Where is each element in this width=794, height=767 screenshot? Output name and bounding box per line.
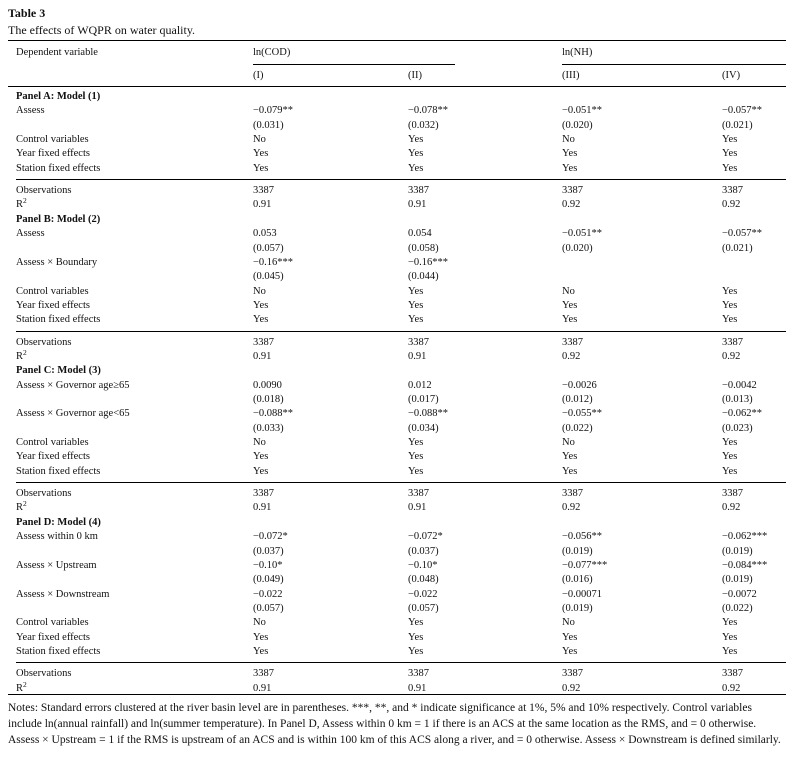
table-cell-value: 3387 [562,336,583,348]
r-squared-text: R [16,502,24,514]
table-cell-value: 0.91 [253,199,272,211]
row-label: Assess within 0 km [16,531,98,543]
table-cell-value: −0.077*** [562,559,608,571]
table-cell-value: Yes [408,645,424,657]
section-rule [16,331,786,332]
table-cell-value: Yes [722,617,738,629]
table-cell-value: 0.92 [562,682,581,694]
table-cell-value: 0.91 [408,350,427,362]
table-cell-value: −0.0042 [722,379,757,391]
table-cell-value: Yes [408,134,424,146]
panel-heading: Panel B: Model (2) [16,213,101,225]
r-squared-superscript: 2 [23,196,27,206]
panel-heading: Panel A: Model (1) [16,91,101,102]
header-col-2: (II) [408,70,422,81]
table-cell-value: Yes [408,437,424,449]
table-cell-value: 3387 [408,488,429,500]
table-cell-value: No [253,617,266,629]
table-cell-value: Yes [722,299,738,311]
header-col-3: (III) [562,70,580,81]
table-cell-value: Yes [722,465,738,477]
row-label: Assess × Upstream [16,559,97,571]
table-cell-value: 0.92 [722,502,741,514]
table-cell-std-error: (0.017) [408,394,439,405]
table-cell-std-error: (0.037) [253,545,284,557]
table-cell-value: 0.053 [253,228,277,240]
table-cell-value: 0.91 [253,350,272,362]
section-rule [16,662,786,663]
table-cell-value: −0.057** [722,105,763,117]
table-cell-value: 3387 [408,336,429,348]
table-title: The effects of WQPR on water quality. [8,23,196,37]
table-cell-value: 3387 [562,668,583,680]
table-cell-value: Yes [722,437,738,449]
table-cell-std-error: (0.032) [408,119,439,131]
top-rule [8,40,786,41]
table-cell-value: −0.062*** [722,531,768,543]
table-cell-std-error: (0.048) [408,574,439,586]
table-cell-value: Yes [562,645,578,657]
table-cell-std-error: (0.058) [408,242,439,254]
table-cell-value: Yes [408,314,424,326]
r-squared-text: R [16,682,24,694]
table-cell-value: No [562,134,575,146]
table-cell-value: 3387 [722,668,743,680]
table-cell-std-error: (0.031) [253,119,284,131]
table-cell-std-error: (0.020) [562,242,593,254]
table-cell-value: Yes [408,631,424,643]
panel-heading: Panel C: Model (3) [16,365,101,377]
table-cell-std-error: (0.016) [562,574,593,586]
table-cell-value: 3387 [253,668,274,680]
table-cell-std-error: (0.021) [722,242,753,254]
table-cell-value: 3387 [562,185,583,197]
r-squared-superscript: 2 [23,499,27,509]
table-cell-value: 3387 [253,488,274,500]
table-cell-std-error: (0.034) [408,422,439,434]
table-cell-value: 0.92 [562,199,581,211]
table-cell-value: −0.022 [408,588,438,600]
table-cell-value: −0.057** [722,228,763,240]
row-label: Observations [16,488,72,500]
table-notes: Notes: Standard errors clustered at the river basin level are in parentheses. ***, **, and * indicate significance at 1%, 5% and 10% respectively. Control variables include ln(annual rainfall) and ln(summer temperature). In Panel D, Assess within 0 km = 1 if there is an ACS at the same location as the RMS, and = 0 otherwise. Assess × Upstream = 1 if the RMS is upstream of an ACS and is within 100 km of this ACS along a river, and = 0 otherwise. Assess × Downstream is defined similarly. [8,702,781,746]
section-rule [16,482,786,483]
table-cell-value: No [253,437,266,449]
table-cell-value: 0.91 [253,502,272,514]
table-cell-value: Yes [562,314,578,326]
table-cell-value: 0.92 [722,682,741,694]
row-label: Year fixed effects [16,148,90,160]
table-cell-value: 3387 [562,488,583,500]
table-cell-value: Yes [253,148,269,160]
table-cell-value: Yes [253,162,269,174]
table-cell-std-error: (0.020) [562,119,593,131]
table-cell-value: Yes [253,465,269,477]
header-col-4: (IV) [722,70,741,81]
table-cell-value: 0.91 [408,199,427,211]
table-cell-value: −0.055** [562,408,603,420]
table-cell-value: 0.92 [562,350,581,362]
table-cell-value: Yes [722,645,738,657]
table-cell-value: Yes [722,162,738,174]
table-label: Table 3 [8,6,46,20]
table-cell-value: 0.92 [722,199,741,211]
table-cell-value: −0.00071 [562,588,603,600]
r-squared-text: R [16,199,24,211]
table-cell-value: −0.079** [253,105,294,117]
row-label: Assess × Downstream [16,588,110,600]
table-cell-value: Yes [722,451,738,463]
r-squared-superscript: 2 [23,347,27,357]
row-label: Control variables [16,134,89,146]
table-cell-std-error: (0.019) [722,574,753,586]
table-cell-std-error: (0.057) [253,242,284,254]
row-label: Assess [16,228,45,240]
row-label: Station fixed effects [16,465,101,477]
table-cell-std-error: (0.012) [562,394,593,405]
table-cell-value: 3387 [722,185,743,197]
table-cell-value: Yes [253,645,269,657]
table-cell-value: Yes [408,148,424,160]
table-cell-value: No [562,437,575,449]
table-cell-std-error: (0.045) [253,271,284,283]
row-label: Assess × Governor age≥65 [16,379,130,391]
table-cell-value: 0.92 [722,350,741,362]
table-cell-std-error: (0.049) [253,574,284,586]
row-label: Assess × Boundary [16,256,98,268]
row-label: Year fixed effects [16,631,90,643]
table-cell-value: 3387 [253,185,274,197]
table-cell-value: Yes [253,314,269,326]
group-nh-rule [562,64,786,65]
table-cell-value: 0.054 [408,228,432,240]
table-cell-value: Yes [562,631,578,643]
group-cod-rule [253,64,455,65]
table-cell-value: 0.0090 [253,379,282,391]
table-cell-value: Yes [722,285,738,297]
table-cell-value: −0.10* [408,559,438,571]
table-cell-value: No [562,617,575,629]
table-cell-value: −0.022 [253,588,283,600]
table-cell-value: 0.91 [253,682,272,694]
table-cell-std-error: (0.019) [562,602,593,614]
table-cell-std-error: (0.021) [722,119,753,131]
table-cell-value: Yes [562,451,578,463]
panel-heading: Panel D: Model (4) [16,516,101,528]
table-cell-value: −0.056** [562,531,603,543]
table-cell-value: −0.051** [562,228,603,240]
row-label: Control variables [16,285,89,297]
table-cell-value: Yes [722,134,738,146]
table-cell-value: No [253,134,266,146]
table-cell-value: −0.088** [253,408,294,420]
table-cell-value: 3387 [408,185,429,197]
header-group-nh: ln(NH) [562,47,593,58]
row-label: Assess [16,105,45,117]
table-cell-value: 3387 [408,668,429,680]
header-col-1: (I) [253,70,264,81]
table-cell-value: −0.051** [562,105,603,117]
table-cell-value: −0.088** [408,408,449,420]
table-cell-value: 3387 [722,336,743,348]
table-cell-value: Yes [253,451,269,463]
table-cell-value: −0.16*** [253,256,294,268]
table-cell-std-error: (0.019) [722,545,753,557]
row-label: Observations [16,336,72,348]
table-cell-value: −0.078** [408,105,449,117]
table-cell-value: −0.072* [253,531,288,543]
table-cell-value: Yes [722,314,738,326]
row-label: Year fixed effects [16,299,90,311]
table-cell-value: Yes [722,631,738,643]
table-cell-value: 3387 [722,488,743,500]
table-cell-std-error: (0.022) [562,422,593,434]
table-cell-value: −0.062** [722,408,763,420]
table-cell-value: Yes [408,617,424,629]
row-label: Year fixed effects [16,451,90,463]
table-cell-value: No [562,285,575,297]
table-cell-std-error: (0.057) [253,602,284,614]
table-cell-value: −0.0072 [722,588,757,600]
table-cell-value: Yes [562,162,578,174]
table-cell-value: 0.92 [562,502,581,514]
row-label: Station fixed effects [16,162,101,174]
header-bottom-rule [8,86,786,87]
table-cell-std-error: (0.013) [722,394,753,405]
table-cell-std-error: (0.023) [722,422,753,434]
table-cell-value: Yes [722,148,738,160]
header-dependent-variable: Dependent variable [16,47,98,58]
table-cell-std-error: (0.019) [562,545,593,557]
row-label-r-squared [16,501,27,515]
row-label-r-squared [16,347,27,364]
row-label: Station fixed effects [16,645,101,657]
table-cell-value: Yes [408,299,424,311]
table-cell-value: Yes [408,162,424,174]
table-cell-value: Yes [408,451,424,463]
table-cell-std-error: (0.057) [408,602,439,614]
table-cell-value: No [253,285,266,297]
row-label: Station fixed effects [16,314,101,326]
table-cell-value: Yes [562,299,578,311]
table-cell-std-error: (0.022) [722,602,753,614]
table-cell-value: 0.012 [408,379,432,391]
row-label: Control variables [16,617,89,629]
row-label: Control variables [16,437,89,449]
row-label: Observations [16,668,72,680]
table-cell-value: Yes [253,631,269,643]
table-cell-std-error: (0.037) [408,545,439,557]
table-cell-value: −0.16*** [408,256,449,268]
section-rule [16,179,786,180]
table-cell-value: Yes [253,299,269,311]
table-cell-std-error: (0.018) [253,394,284,405]
table-cell-value: −0.0026 [562,379,597,391]
row-label: Assess × Governor age<65 [16,408,130,420]
table-cell-value: −0.072* [408,531,443,543]
header-group-cod: ln(COD) [253,47,291,58]
table-cell-value: Yes [408,465,424,477]
table-cell-std-error: (0.033) [253,422,284,434]
r-squared-superscript: 2 [23,679,27,689]
row-label: Observations [16,185,72,197]
row-label-r-squared [16,198,27,212]
table-cell-std-error: (0.044) [408,271,439,283]
table-cell-value: Yes [562,148,578,160]
table-cell-value: −0.10* [253,559,283,571]
bottom-rule [8,694,786,695]
table-cell-value: 3387 [253,336,274,348]
table-cell-value: Yes [562,465,578,477]
table-cell-value: 0.91 [408,502,427,514]
table-cell-value: Yes [408,285,424,297]
table-cell-value: −0.084*** [722,559,768,571]
r-squared-text: R [16,350,24,362]
table-cell-value: 0.91 [408,682,427,694]
